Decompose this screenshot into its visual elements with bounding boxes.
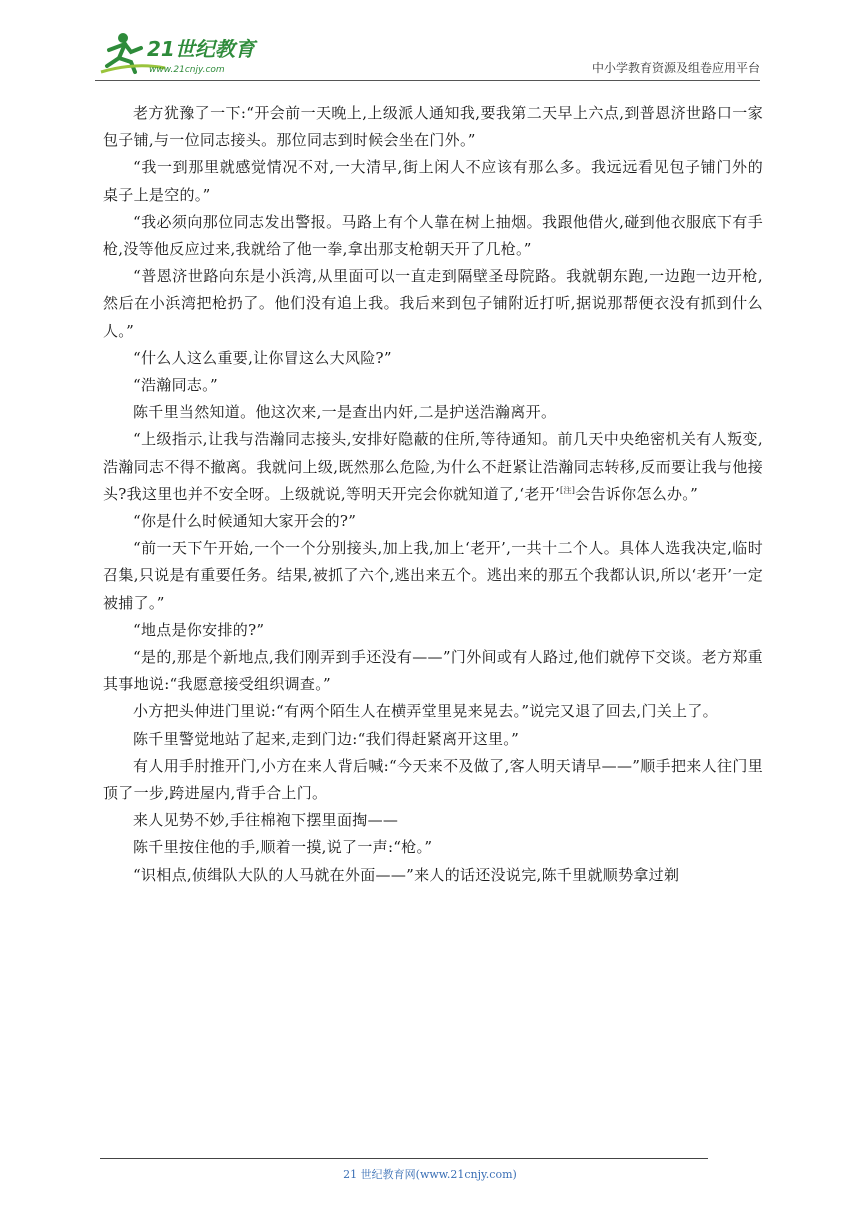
paragraph: “地点是你安排的?”: [133, 620, 265, 639]
paragraph: 老方犹豫了一下:“开会前一天晚上,上级派人通知我,要我第二天早上六点,到普恩济世路口一家包子铺,与一位同志接头。那位同志到时候会坐在门外。”: [103, 104, 763, 150]
article-body: [103, 100, 763, 889]
header-divider: [95, 80, 760, 81]
logo: [95, 28, 265, 78]
paragraph: 小方把头伸进门里说:“有两个陌生人在横弄堂里晃来晃去。”说完又退了回去,门关上了。: [133, 702, 718, 721]
paragraph: “我必须向那位同志发出警报。马路上有个人靠在树上抽烟。我跟他借火,碰到他衣服底下有手枪,没等他反应过来,我就给了他一拳,拿出那支枪朝天开了几枪。”: [103, 212, 763, 259]
paragraph-text: 会告诉你怎么办。”: [575, 484, 699, 503]
svg-text:www.21cnjy.com: www.21cnjy.com: [149, 65, 225, 75]
footer-divider: [100, 1158, 708, 1159]
platform-title: 中小学教育资源及组卷应用平台: [591, 61, 760, 75]
paragraph: 有人用手肘推开门,小方在来人背后喊:“今天来不及做了,客人明天请早——”顺手把来人往门里顶了一步,跨进屋内,背手合上门。: [103, 756, 763, 803]
paragraph: “你是什么时候通知大家开会的?”: [133, 512, 357, 531]
paragraph: “我一到那里就感觉情况不对,一大清早,街上闲人不应该有那么多。我远远看见包子铺门外的桌子上是空的。”: [103, 158, 763, 204]
paragraph: 陈千里按住他的手,顺着一摸,说了一声:“枪。”: [133, 838, 433, 857]
page-header: [95, 28, 760, 80]
footnote-marker[interactable]: [注]: [560, 485, 576, 495]
paragraph: 陈千里当然知道。他这次来,一是查出内奸,二是护送浩瀚离开。: [133, 403, 557, 422]
runner-logo-icon: [95, 28, 265, 78]
paragraph: “前一天下午开始,一个一个分别接头,加上我,加上‘老开’,一共十二个人。具体人选我决定,临时召集,只说是有重要任务。结果,被抓了六个,逃出来五个。逃出来的那五个我都认识,所以‘老开’一定被捕了。”: [103, 539, 763, 612]
paragraph-text: “上级指示,让我与浩瀚同志接头,安排好隐蔽的住所,等待通知。前几天中央绝密机关有人叛变,浩瀚同志不得不撤离。我就问上级,既然那么危险,为什么不赶紧让浩瀚同志转移,反而要让我与他接头?我这里也并不安全呀。上级就说,等明天开完会你就知道了,‘老开’: [103, 430, 763, 503]
paragraph-with-note: [103, 426, 763, 508]
svg-text:21世纪教育: 21世纪教育: [147, 37, 255, 61]
paragraph: “浩瀚同志。”: [133, 376, 218, 395]
paragraph: “识相点,侦缉队大队的人马就在外面——”来人的话还没说完,陈千里就顺势拿过剃: [133, 865, 680, 884]
paragraph: “普恩济世路向东是小浜湾,从里面可以一直走到隔壁圣母院路。我就朝东跑,一边跑一边开枪,然后在小浜湾把枪扔了。他们没有追上我。我后来到包子铺附近打听,据说那帮便衣没有抓到什么人。”: [103, 267, 763, 340]
paragraph: 陈千里警觉地站了起来,走到门边:“我们得赶紧离开这里。”: [133, 729, 520, 748]
paragraph: 来人见势不妙,手往棉袍下摆里面掏——: [133, 811, 399, 830]
paragraph: “是的,那是个新地点,我们刚弄到手还没有——”门外间或有人路过,他们就停下交谈。老方郑重其事地说:“我愿意接受组织调查。”: [103, 648, 763, 694]
paragraph: “什么人这么重要,让你冒这么大风险?”: [133, 348, 392, 367]
footer-text[interactable]: 21 世纪教育网(www.21cnjy.com): [343, 1168, 517, 1181]
